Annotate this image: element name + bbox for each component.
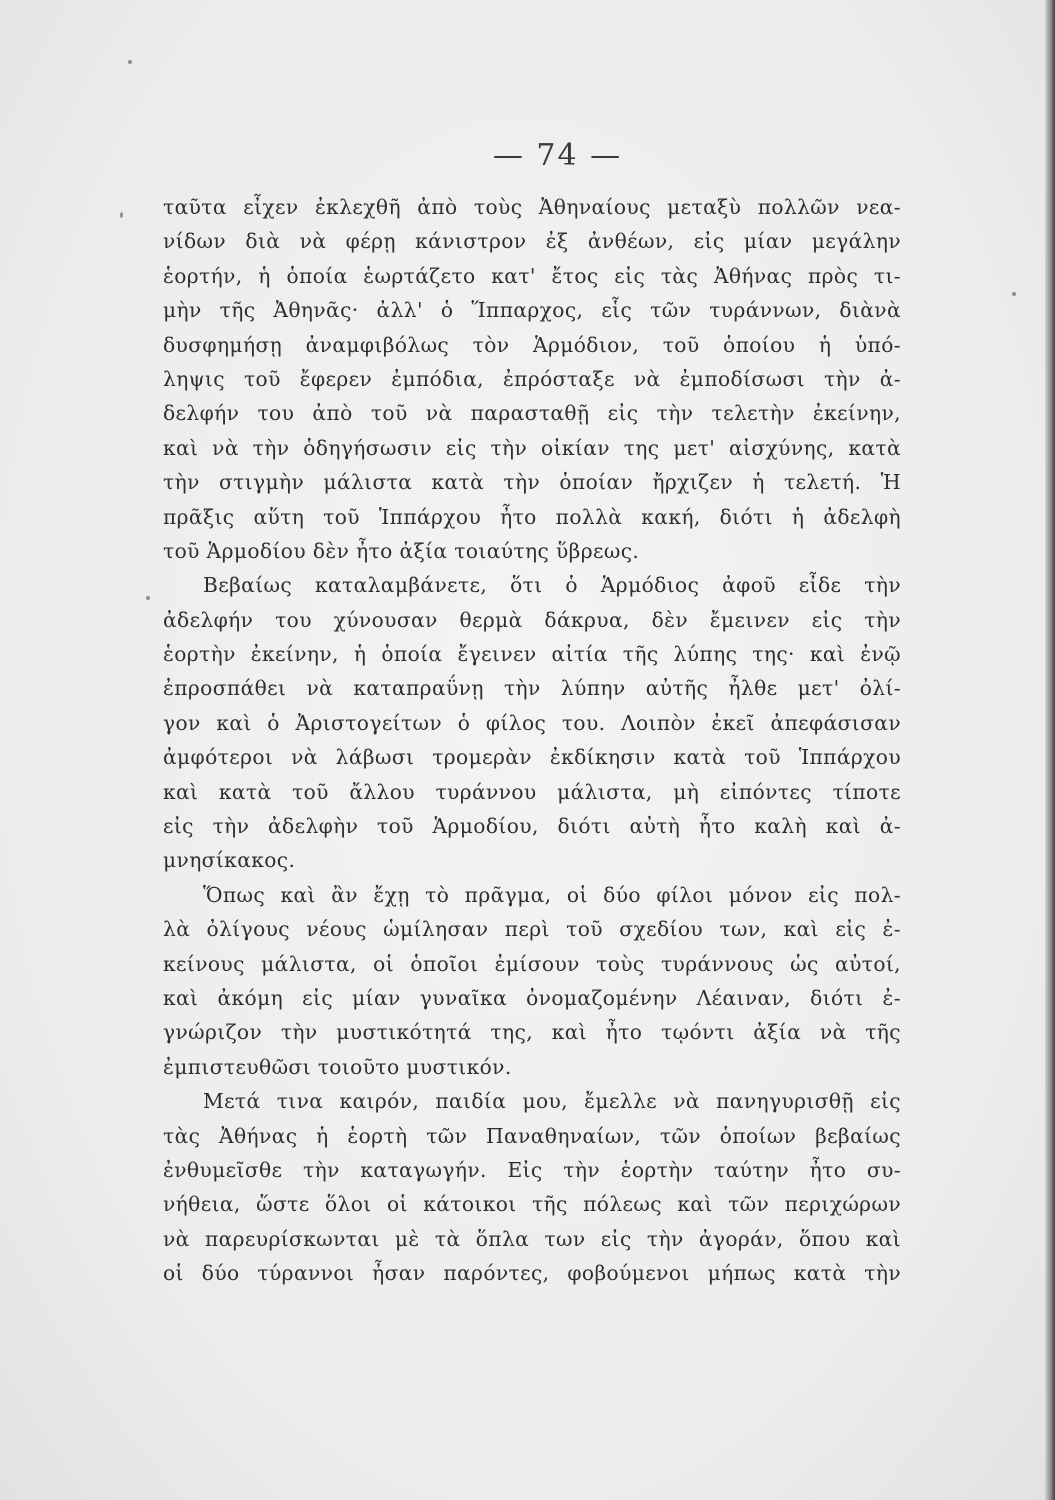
text-line: τὴν στιγμὴν μάλιστα κατὰ τὴν ὁποίαν ἤρχιζεν ἡ τελετή. Ἡ xyxy=(163,470,901,495)
text-line: καὶ ἀκόμη εἰς μίαν γυναῖκα ὀνομαζομένην Λέαιναν, διότι ἐ- xyxy=(163,985,901,1010)
paper-speck xyxy=(120,212,123,218)
text-line: εἰς τὴν ἀδελφὴν τοῦ Ἁρμοδίου, διότι αὐτὴ ἦτο καλὴ καὶ ἀ- xyxy=(163,814,901,839)
paper-speck xyxy=(1012,292,1016,296)
page-number: — 74 — xyxy=(492,138,623,173)
paper-speck xyxy=(128,60,132,64)
paper-speck xyxy=(146,596,150,600)
text-line: ἑορτήν, ἡ ὁποία ἑωρτάζετο κατ' ἔτος εἰς τὰς Ἀθήνας πρὸς τι- xyxy=(163,263,901,288)
text-line: γνώριζον τὴν μυστικότητά της, καὶ ἦτο τῳόντι ἀξία νὰ τῆς xyxy=(163,1020,901,1045)
text-line: τὰς Ἀθήνας ἡ ἑορτὴ τῶν Παναθηναίων, τῶν ὁποίων βεβαίως xyxy=(163,1123,901,1148)
text-line: ἐπροσπάθει νὰ καταπραΰνῃ τὴν λύπην αὐτῆς ἦλθε μετ' ὀλί- xyxy=(163,676,901,701)
text-line: ἐμπιστευθῶσι τοιοῦτο μυστικόν. xyxy=(163,1054,512,1079)
page-edge xyxy=(1045,0,1055,1500)
text-line: μνησίκακος. xyxy=(163,848,296,873)
text-line: ἀμφότεροι νὰ λάβωσι τρομερὰν ἐκδίκησιν κατὰ τοῦ Ἱππάρχου xyxy=(163,745,901,770)
text-line: ταῦτα εἶχεν ἐκλεχθῆ ἀπὸ τοὺς Ἀθηναίους μεταξὺ πολλῶν νεα- xyxy=(163,195,901,219)
text-line: μὴν τῆς Ἀθηνᾶς· ἀλλ' ὁ Ἵππαρχος, εἷς τῶν τυράννων, διὰνὰ xyxy=(163,298,901,323)
text-line: καὶ κατὰ τοῦ ἄλλου τυράννου μάλιστα, μὴ εἰπόντες τίποτε xyxy=(163,779,901,804)
text-line: ληψις τοῦ ἔφερεν ἐμπόδια, ἐπρόσταξε νὰ ἐμποδίσωσι τὴν ἀ- xyxy=(163,366,901,391)
text-line: ἑορτὴν ἐκείνην, ἡ ὁποία ἔγεινεν αἰτία τῆς λύπης της· καὶ ἐνῷ xyxy=(163,642,901,667)
text-line: γον καὶ ὁ Ἀριστογείτων ὁ φίλος του. Λοιπὸν ἐκεῖ ἀπεφάσισαν xyxy=(163,710,901,735)
text-line: δελφήν του ἀπὸ τοῦ νὰ παρασταθῇ εἰς τὴν τελετὴν ἐκείνην, xyxy=(163,401,901,426)
text-line: κείνους μάλιστα, οἱ ὁποῖοι ἐμίσουν τοὺς τυράννους ὡς αὐτοί, xyxy=(163,951,901,976)
text-line: καὶ νὰ τὴν ὁδηγήσωσιν εἰς τὴν οἰκίαν της μετ' αἰσχύνης, κατὰ xyxy=(163,435,901,460)
text-line: Ὅπως καὶ ἂν ἔχῃ τὸ πρᾶγμα, οἱ δύο φίλοι μόνον εἰς πολ- xyxy=(203,882,901,907)
text-line: Βεβαίως καταλαμβάνετε, ὅτι ὁ Ἁρμόδιος ἀφοῦ εἶδε τὴν xyxy=(203,573,901,598)
text-line: πρᾶξις αὕτη τοῦ Ἱππάρχου ἦτο πολλὰ κακή, διότι ἡ ἀδελφὴ xyxy=(163,504,901,529)
text-line: Μετά τινα καιρόν, παιδία μου, ἔμελλε νὰ πανηγυρισθῇ εἰς xyxy=(203,1089,901,1114)
text-line: οἱ δύο τύραννοι ἦσαν παρόντες, φοβούμενοι μήπως κατὰ τὴν xyxy=(163,1261,901,1286)
text-line: νήθεια, ὥστε ὅλοι οἱ κάτοικοι τῆς πόλεως καὶ τῶν περιχώρων xyxy=(163,1192,901,1217)
text-line: τοῦ Ἁρμοδίου δὲν ἦτο ἀξία τοιαύτης ὕβρεως. xyxy=(163,538,640,563)
text-line: δυσφημήσῃ ἀναμφιβόλως τὸν Ἁρμόδιον, τοῦ ὁποίου ἡ ὑπό- xyxy=(163,332,901,357)
text-line: ἀδελφήν του χύνουσαν θερμὰ δάκρυα, δὲν ἔμεινεν εἰς τὴν xyxy=(163,607,901,632)
text-line: ἐνθυμεῖσθε τὴν καταγωγήν. Εἰς τὴν ἑορτὴν ταύτην ἦτο συ- xyxy=(163,1157,901,1182)
text-line: νίδων διὰ νὰ φέρῃ κάνιστρον ἐξ ἀνθέων, εἰς μίαν μεγάλην xyxy=(163,229,901,254)
text-line: λὰ ὀλίγους νέους ὡμίλησαν περὶ τοῦ σχεδίου των, καὶ εἰς ἐ- xyxy=(163,917,901,942)
text-line: νὰ παρευρίσκωνται μὲ τὰ ὅπλα των εἰς τὴν ἀγοράν, ὅπου καὶ xyxy=(163,1226,901,1251)
body-text xyxy=(163,190,901,1291)
